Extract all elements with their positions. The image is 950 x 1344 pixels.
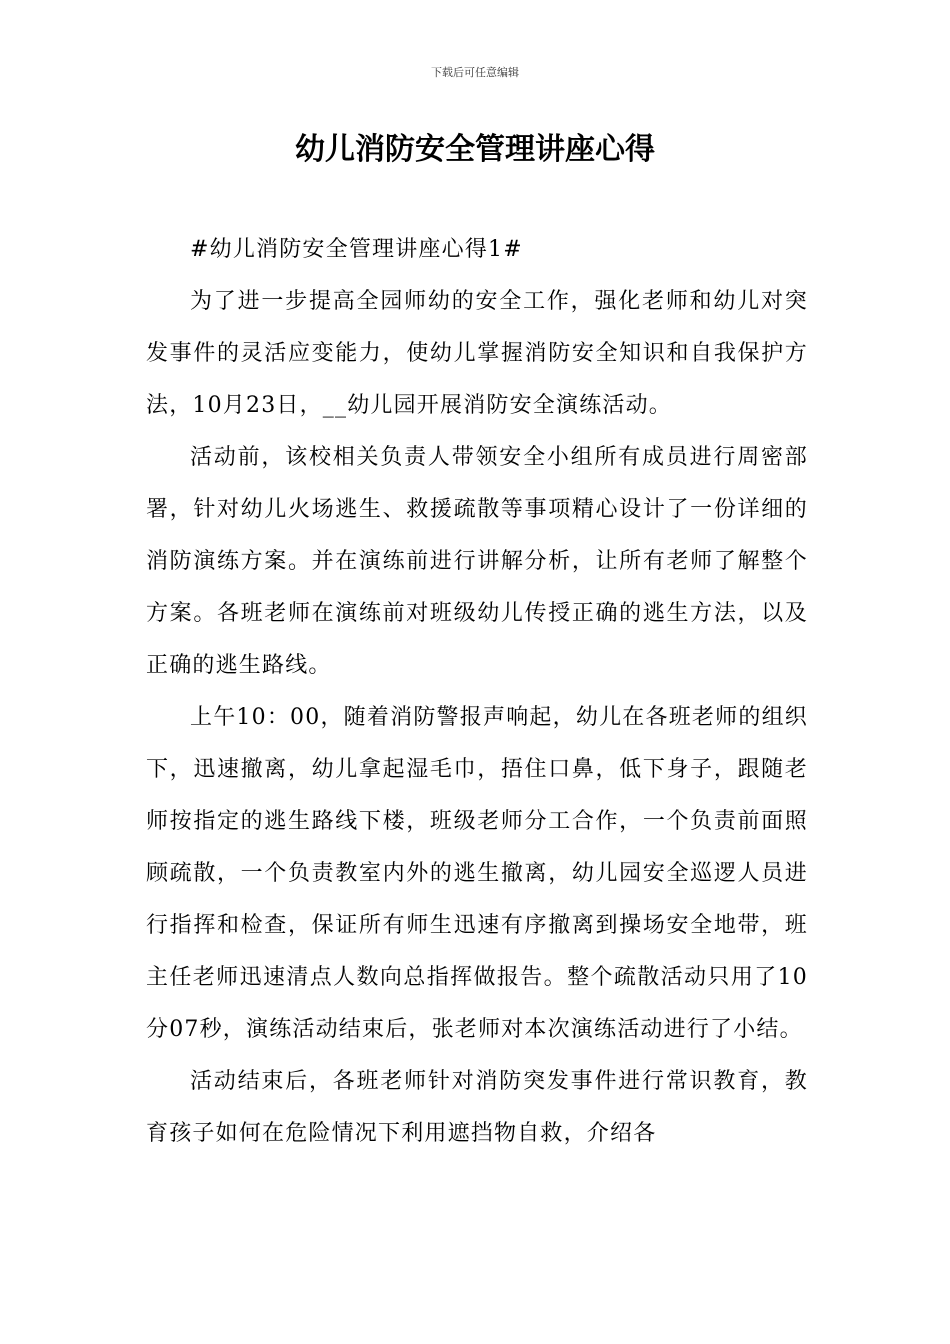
paragraph-2: 活动前，该校相关负责人带领安全小组所有成员进行周密部署，针对幼儿火场逃生、救援疏散等事项精心设计了一份详细的消防演练方案。并在演练前进行讲解分析，让所有老师了解整个方案。各班老师在演练前对班级幼儿传授正确的逃生方法，以及正确的逃生路线。 [146,445,808,678]
section-heading: #幼儿消防安全管理讲座心得1# [190,237,523,262]
paragraph-3: 上午10：00，随着消防警报声响起，幼儿在各班老师的组织下，迅速撤离，幼儿拿起湿毛巾，捂住口鼻，低下身子，跟随老师按指定的逃生路线下楼，班级老师分工合作，一个负责前面照顾疏散，一个负责教室内外的逃生撤离，幼儿园安全巡逻人员进行指挥和检查，保证所有师生迅速有序撤离到操场安全地带，班主任老师迅速清点人数向总指挥做报告。整个疏散活动只用了10分07秒，演练活动结束后，张老师对本次演练活动进行了小结。 [146,705,808,1042]
paragraph-1: 为了进一步提高全园师幼的安全工作，强化老师和幼儿对突发事件的灵活应变能力，使幼儿掌握消防安全知识和自我保护方法，10月23日，__幼儿园开展消防安全演练活动。 [146,289,808,418]
paragraph-4: 活动结束后，各班老师针对消防突发事件进行常识教育，教育孩子如何在危险情况下利用遮挡物自救，介绍各 [146,1069,808,1146]
header-note: 下载后可任意编辑 [431,66,519,79]
document-body [146,224,808,1160]
document-title: 幼儿消防安全管理讲座心得 [295,132,655,167]
